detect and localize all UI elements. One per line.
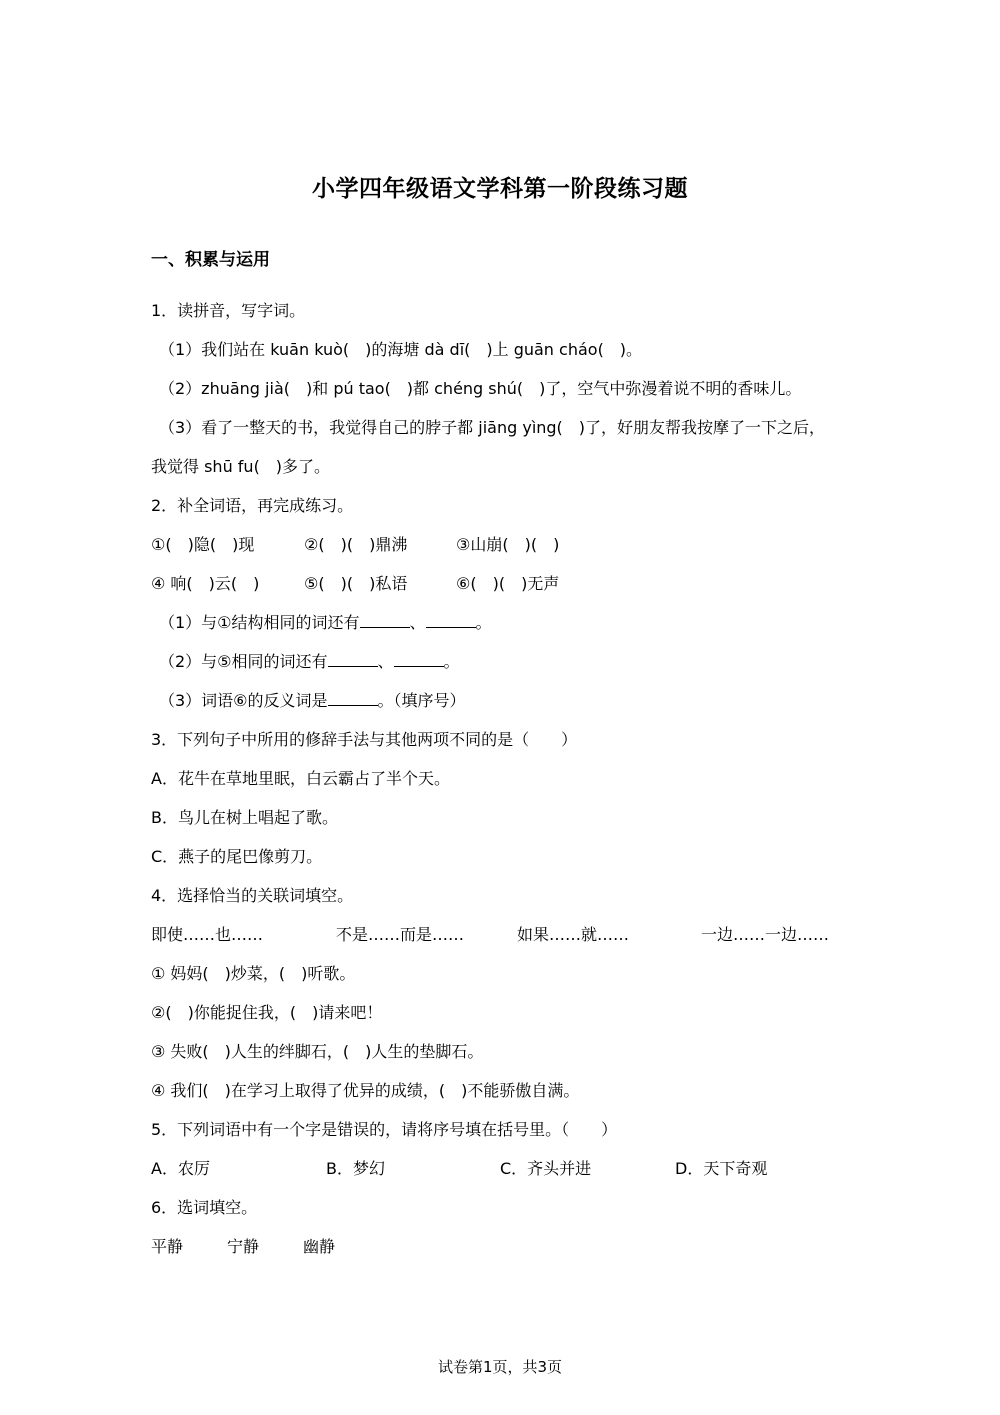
q4-line-2: ②( )你能捉住我，( )请来吧！ [151, 1003, 383, 1022]
q2-stem: 2．补全词语，再完成练习。 [151, 496, 354, 515]
q2-sub-2 [151, 642, 871, 681]
q4-line-3: ③ 失败( )人生的绊脚石，( )人生的垫脚石。 [151, 1042, 484, 1061]
q2-word-3: ③山崩( )( ) [456, 535, 560, 554]
q6-word-3: 幽静 [303, 1237, 336, 1256]
q1-line-3: （3）看了一整天的书，我觉得自己的脖子都 jiāng yìng( )了，好朋友帮我按摩了一下之后， [159, 418, 826, 437]
answer-blank[interactable] [426, 613, 476, 628]
q2-word-2: ②( )( )鼎沸 [304, 535, 408, 554]
q2-row-2 [151, 564, 871, 603]
q3-option-c: C．燕子的尾巴像剪刀。 [151, 847, 323, 866]
q5-option-c: C．齐头并进 [500, 1159, 592, 1178]
q5-option-b: B．梦幻 [326, 1159, 385, 1178]
q1-line-2: （2）zhuāng jià( )和 pú tao( )都 chéng shú( )了，空气中弥漫着说不明的香味儿。 [159, 379, 802, 398]
question-content [151, 291, 871, 1266]
q6-word-1: 平静 [151, 1237, 184, 1256]
q5-option-d: D．天下奇观 [675, 1159, 768, 1178]
q4-line-4: ④ 我们( )在学习上取得了优异的成绩，( )不能骄傲自满。 [151, 1081, 580, 1100]
q4-word-3: 如果……就…… [517, 925, 630, 944]
q4-word-2: 不是……而是…… [336, 925, 465, 944]
q2-word-4: ④ 响( )云( ) [151, 574, 260, 593]
q1-stem: 1．读拼音，写字词。 [151, 301, 306, 320]
q4-word-bank [151, 915, 871, 954]
q3-option-b: B．鸟儿在树上唱起了歌。 [151, 808, 338, 827]
q4-stem: 4．选择恰当的关联词填空。 [151, 886, 354, 905]
answer-blank[interactable] [394, 652, 444, 667]
q2-word-1: ①( )隐( )现 [151, 535, 255, 554]
q6-word-2: 宁静 [227, 1237, 260, 1256]
separator: 、 [409, 613, 426, 632]
q2-sub-2-text: （2）与⑤相同的词还有 [159, 652, 328, 671]
q6-word-bank [151, 1227, 871, 1266]
q2-sub-3-text: （3）词语⑥的反义词是 [159, 691, 328, 710]
q4-line-1: ① 妈妈( )炒菜，( )听歌。 [151, 964, 356, 983]
q2-sub-3 [151, 681, 871, 720]
answer-blank[interactable] [328, 652, 378, 667]
answer-blank[interactable] [328, 691, 378, 706]
q5-options [151, 1149, 871, 1188]
q6-stem: 6．选词填空。 [151, 1198, 258, 1217]
note: 。（填序号） [377, 691, 466, 710]
q2-word-6: ⑥( )( )无声 [456, 574, 560, 593]
q1-line-4: 我觉得 shū fu( )多了。 [151, 457, 331, 476]
q5-option-a: A．农厉 [151, 1159, 210, 1178]
period: 。 [443, 652, 460, 671]
q2-sub-1 [151, 603, 871, 642]
answer-blank[interactable] [360, 613, 410, 628]
page-title: 小学四年级语文学科第一阶段练习题 [312, 176, 688, 202]
period: 。 [475, 613, 492, 632]
q2-sub-1-text: （1）与①结构相同的词还有 [159, 613, 360, 632]
page-footer: 试卷第1页，共3页 [437, 1358, 563, 1376]
q3-option-a: A．花牛在草地里眠，白云霸占了半个天。 [151, 769, 450, 788]
separator: 、 [377, 652, 394, 671]
q4-word-4: 一边……一边…… [701, 925, 830, 944]
q4-word-1: 即使……也…… [151, 925, 264, 944]
q5-stem: 5．下列词语中有一个字是错误的，请将序号填在括号里。（ ） [151, 1120, 618, 1139]
q2-word-5: ⑤( )( )私语 [304, 574, 408, 593]
section-heading: 一、积累与运用 [151, 250, 270, 270]
q3-stem: 3．下列句子中所用的修辞手法与其他两项不同的是（ ） [151, 730, 578, 749]
q2-row-1 [151, 525, 871, 564]
q1-line-1: （1）我们站在 kuān kuò( )的海塘 dà dī( )上 guān cháo( )。 [159, 340, 643, 359]
